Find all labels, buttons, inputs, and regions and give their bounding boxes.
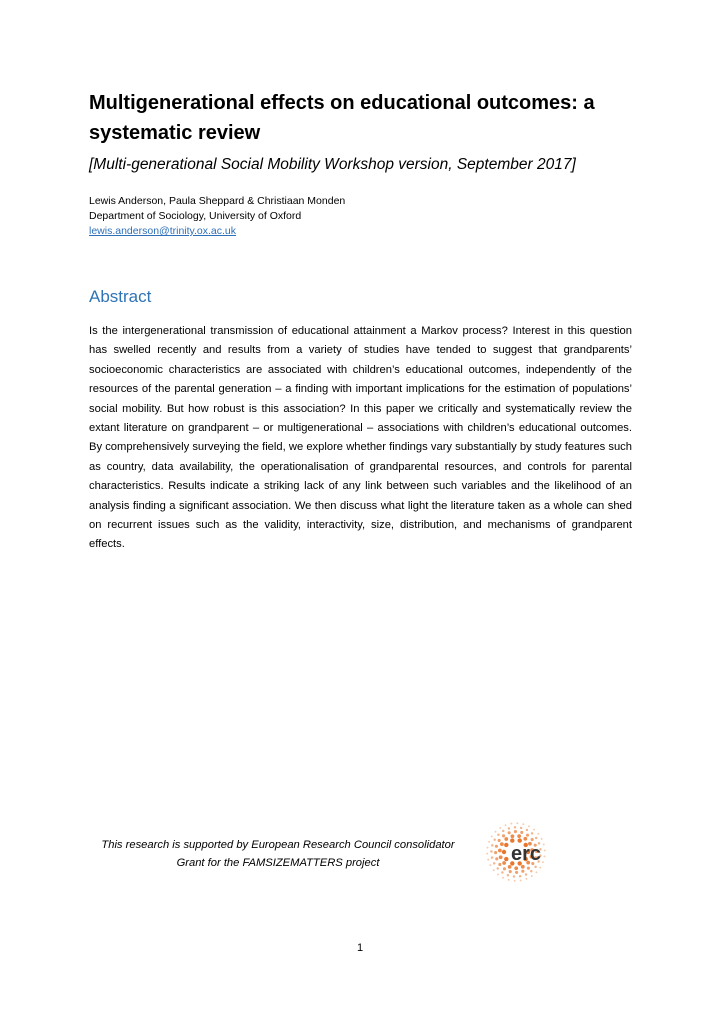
author-affiliation: Department of Sociology, University of Oxford [89,210,302,222]
paper-subtitle: [Multi-generational Social Mobility Workshop version, September 2017] [89,156,576,173]
author-block [89,194,345,239]
author-names: Lewis Anderson, Paula Sheppard & Christiaan Monden [89,195,346,207]
page-number: 1 [356,942,364,954]
paper-title: Multigenerational effects on educational outcomes: a systematic review [89,92,595,144]
funding-line-2: Grant for the FAMSIZEMATTERS project [176,857,380,869]
abstract-text: Is the intergenerational transmission of educational attainment a Markov process? Interest in this question has swelled recently and results from a variety of studies have tended to suggest that grandparents’ socioeconomic characteristics are associated with children’s educational outcomes, independently of the resources of the parental generation – a finding with important implications for the estimation of populations’ social mobility. But how robust is this association? In this paper we critically and systematically review the extant literature on grandparent – or multigenerational – associations with children’s educational outcomes. By comprehensively surveying the field, we explore whether findings vary substantially by study features such as country, data availability, the operationalisation of grandparental resources, and controls for parental characteristics. Results indicate a striking lack of any link between such variables and the likelihood of an analysis finding a significant association. We then discuss what light the literature taken as a whole can shed on recurrent issues such as the validity, interactivity, size, distribution, and mechanisms of grandparent effects. [89,325,632,551]
funding-note [80,836,476,872]
erc-logo-text: erc [511,843,542,865]
author-email-link[interactable]: lewis.anderson@trinity.ox.ac.uk [89,225,237,237]
abstract-heading: Abstract [89,287,152,306]
funding-line-1: This research is supported by European Research Council consolidator [101,839,455,851]
erc-logo [484,820,548,884]
